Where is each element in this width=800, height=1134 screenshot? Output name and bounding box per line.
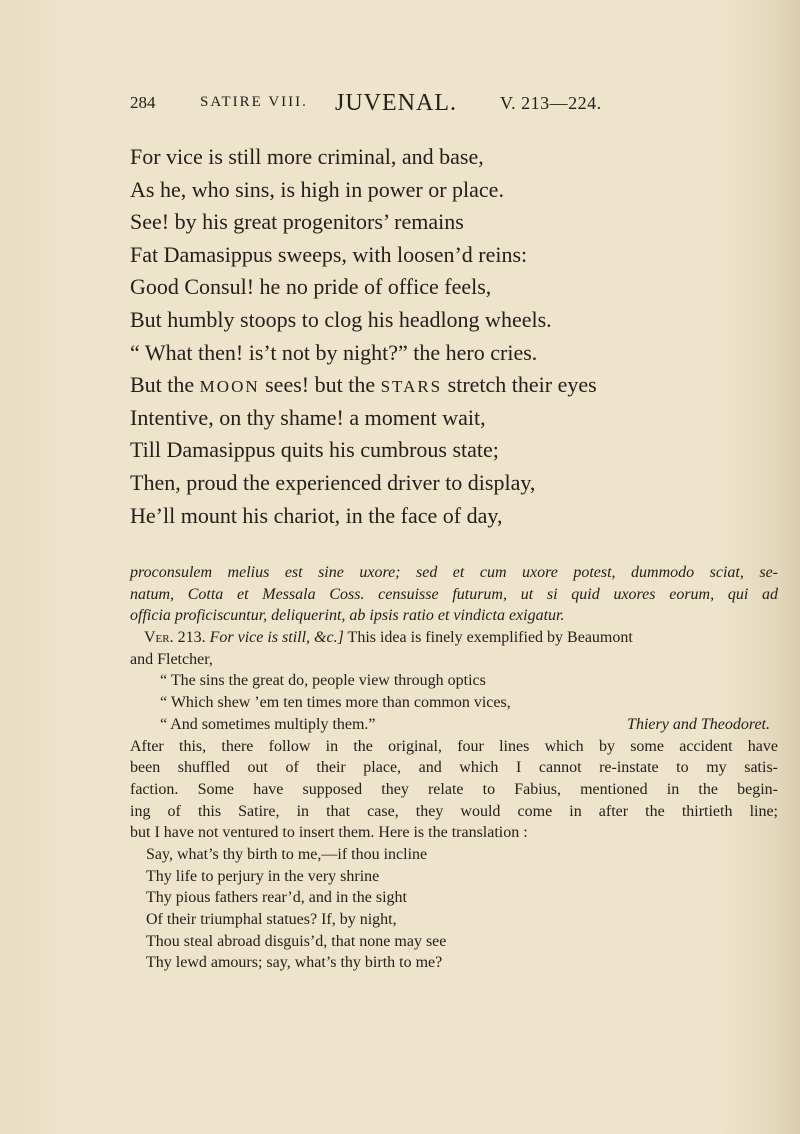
quote-line: “ Which shew ’em ten times more than common vices, bbox=[160, 694, 511, 712]
note-line: but I have not ventured to insert them. Here is the translation : bbox=[130, 824, 528, 842]
quote-line: “ The sins the great do, people view through optics bbox=[160, 672, 486, 690]
poem-text bbox=[130, 141, 770, 532]
note-line: and Fletcher, bbox=[130, 650, 213, 668]
poem-line: Till Damasippus quits his cumbrous state; bbox=[130, 437, 499, 463]
translation-line: Thy pious fathers rear’d, and in the sight bbox=[146, 889, 407, 907]
note-line: ing of this Satire, in that case, they would come in after the thirtieth line; bbox=[130, 802, 778, 820]
poem-line: For vice is still more criminal, and base, bbox=[130, 144, 484, 169]
latin-note-line: natum, Cotta et Messala Coss. censuisse futurum, ut si quid uxores eorum, qui ad bbox=[130, 585, 778, 603]
quote-line bbox=[130, 714, 778, 736]
poem-line: “ What then! is’t not by night?” the hero cries. bbox=[130, 339, 538, 365]
poem-line: Intentive, on thy shame! a moment wait, bbox=[130, 404, 486, 430]
poem-line: Then, proud the experienced driver to display, bbox=[130, 469, 536, 495]
note-line: faction. Some have supposed they relate to Fabius, mentioned in the begin- bbox=[130, 780, 778, 798]
small-caps-word: MOON bbox=[199, 377, 260, 397]
satire-label: SATIRE VIII. bbox=[200, 94, 308, 110]
small-caps-word: STARS bbox=[380, 377, 443, 397]
verse-note-text: This idea is finely exemplified by Beaumont bbox=[343, 629, 633, 647]
poem-line: Fat Damasippus sweeps, with loosen’d reins: bbox=[130, 241, 528, 267]
translation-line: Say, what’s thy birth to me,—if thou incline bbox=[146, 845, 428, 863]
author-title: JUVENAL. bbox=[335, 90, 457, 116]
poem-line: Good Consul! he no pride of office feels, bbox=[130, 274, 492, 300]
note-line: been shuffled out of their place, and which I cannot re-instate to my satis- bbox=[130, 759, 778, 777]
poem-line: But the MOON sees! but the STARS stretch their eyes bbox=[130, 372, 597, 398]
translation-line: Thy lewd amours; say, what’s thy birth to me? bbox=[146, 954, 443, 972]
note-line: After this, there follow in the original, four lines which by some accident have bbox=[130, 737, 778, 755]
poem-line: But humbly stoops to clog his headlong wheels. bbox=[130, 306, 552, 332]
latin-note-line: officia proficiscuntur, deliquerint, ab ipsis ratio et vindicta exigatur. bbox=[130, 607, 565, 625]
translation-line: Thou steal abroad disguis’d, that none may see bbox=[146, 932, 447, 950]
verse-range: V. 213—224. bbox=[500, 93, 602, 113]
page-number: 284 bbox=[130, 93, 156, 112]
footnotes bbox=[130, 562, 778, 974]
quote-citation: Thiery and Theodoret. bbox=[627, 715, 770, 733]
translation-line: Of their triumphal statues? If, by night, bbox=[146, 911, 397, 928]
poem-line: He’ll mount his chariot, in the face of day, bbox=[130, 502, 503, 528]
quote-text: “ And sometimes multiply them.” bbox=[160, 715, 376, 733]
latin-note-line: proconsulem melius est sine uxore; sed et cum uxore potest, dummodo sciat, se- bbox=[130, 564, 778, 581]
poem-line: As he, who sins, is high in power or place. bbox=[130, 176, 504, 202]
verse-note-label: Ver. 213. bbox=[144, 629, 206, 647]
translation-line: Thy life to perjury in the very shrine bbox=[146, 867, 380, 885]
verse-note-line bbox=[130, 627, 778, 649]
verse-note-reference: For vice is still, &c.] bbox=[209, 629, 344, 647]
poem-line: See! by his great progenitors’ remains bbox=[130, 209, 464, 235]
